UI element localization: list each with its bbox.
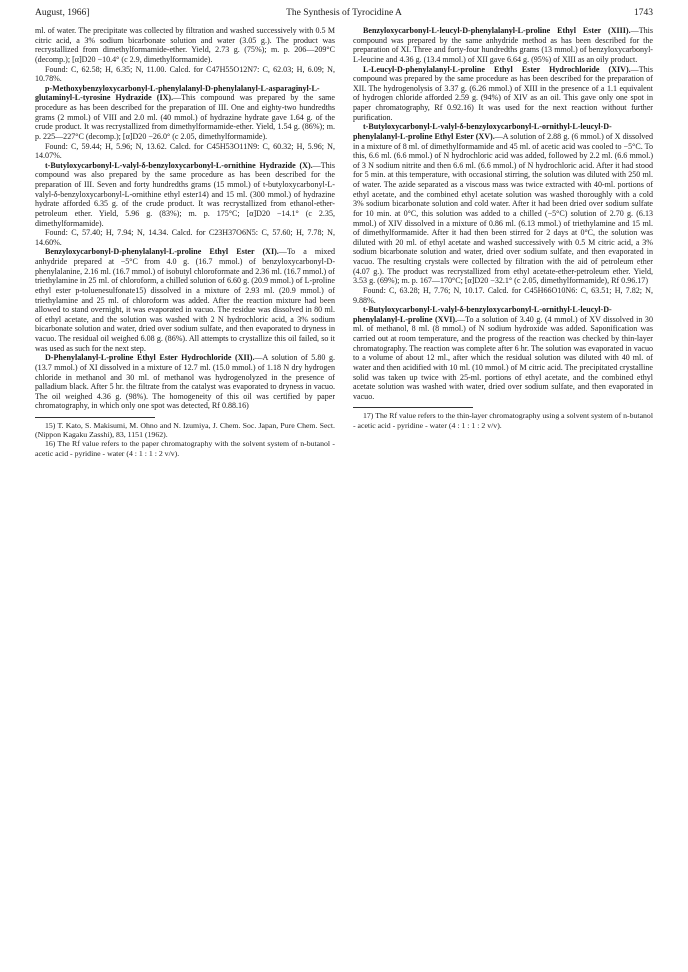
paragraph — [35, 228, 335, 247]
left-column — [35, 26, 335, 458]
section-paragraph — [35, 161, 335, 228]
left-footnotes — [35, 421, 335, 458]
paragraph-text: —This compound was prepared by the same procedure as has been described for the preparation of III. One and eighty-two hundredths grams (2 mmol.) of VIII and 2.0 ml. (40 mmol.) of hydrazine hydrate gave 1.64 g. of the crude product. It was recrystallized from dimethylformamide-ether. Yield, 1.54 g. (86%); m. p. 225—227°C (decomp.); [α]D20 −26.0° (c 2.05, dimethylformamide). — [35, 93, 335, 141]
header-title: The Synthesis of Tyrocidine A — [286, 8, 402, 18]
right-column-body — [353, 26, 653, 401]
section-paragraph — [353, 65, 653, 123]
paragraph — [353, 286, 653, 305]
compound-heading: D-Phenylalanyl-L-proline Ethyl Ester Hydrochloride (XII). — [45, 353, 255, 363]
footnote: 17) The Rf value refers to the thin-layer chromatography using a solvent system of n-butanol - acetic acid - pyridine - water (4 : 1 : 1 : 2 v/v). — [353, 411, 653, 430]
compound-heading: t-Butyloxycarbonyl-L-valyl-δ-benzyloxycarbonyl-L-ornithyl-L-leucyl-D-phenylalanyl-L-proline Ethyl Ester (XV). — [353, 122, 612, 141]
paragraph — [35, 65, 335, 84]
compound-heading: Benzyloxycarbonyl-D-phenylalanyl-L-proline Ethyl Ester (XI). — [45, 247, 279, 257]
footnote-rule — [353, 407, 473, 408]
paragraph-text: Found: C, 57.40; H, 7.94; N, 14.34. Calcd. for C23H37O6N5: C, 57.60; H, 7.78; N, 14.60%. — [35, 228, 335, 247]
paragraph-text: —This compound was prepared by the same anhydride method as has been described for the preparation of XI. Three and forty-four hundredths grams (13 mmol.) of benzyloxycarbonyl-L-leucine and 4.36 g. (13.4 mmol.) of XII gave 6.64 g. (95%) of XIII as an oily product. — [353, 26, 653, 64]
section-paragraph — [35, 247, 335, 353]
paragraph-text: —To a solution of 3.40 g. (4 mmol.) of XV dissolved in 30 ml. of methanol, 8 ml. (8 mmol.) of N sodium hydroxide was added. Saponification was carried out at room temperature, and the progress of the reaction was checked by thin-layer chromatography. The reaction was complete after 6 hr. The solution was evaporated in vacuo to a volume of about 12 ml., after which the residual solution was diluted with 40 ml. of water and then acidified with 10 ml. (10 mmol.) of M citric acid. The precipitated crystalline solid was taken up twice with 25-ml. portions of ethyl acetate, and the combined ethyl acetate solution was washed with water, dried over sodium sulfate, and then evaporated in vacuo. — [353, 314, 653, 401]
paragraph-text: Found: C, 63.28; H, 7.76; N, 10.17. Calcd. for C45H66O10N6: C, 63.51; H, 7.82; N, 9.88%. — [353, 285, 653, 305]
header-date: August, 1966] — [35, 8, 90, 18]
footnote-rule — [35, 417, 155, 418]
paragraph-text: Found: C, 62.58; H, 6.35; N, 11.00. Calcd. for C47H55O12N7: C, 62.03; H, 6.09; N, 10.78%. — [35, 64, 335, 84]
footnote: 16) The Rf value refers to the paper chromatography with the solvent system of n-butanol - acetic acid - pyridine - water (4 : 1 : 1 : 2 v/v). — [35, 439, 335, 458]
section-paragraph — [35, 84, 335, 142]
compound-heading: Benzyloxycarbonyl-L-leucyl-D-phenylalanyl-L-proline Ethyl Ester (XIII). — [363, 26, 631, 35]
page-number: 1743 — [634, 8, 653, 18]
paragraph — [35, 142, 335, 161]
compound-heading: L-Leucyl-D-phenylalanyl-L-proline Ethyl Ester Hydrochloride (XIV). — [363, 64, 631, 74]
footnote: 15) T. Kato, S. Makisumi, M. Ohno and N. Izumiya, J. Chem. Soc. Japan, Pure Chem. Sect. (Nippon Kagaku Zasshi), 83, 1151 (1962). — [35, 421, 335, 440]
compound-heading: p-Methoxybenzyloxycarbonyl-L-phenylalanyl-D-phenylalanyl-L-asparaginyl-L-glutaminyl-L-tyrosine Hydrazide (IX). — [35, 83, 320, 103]
paragraph — [35, 26, 335, 65]
right-column — [353, 26, 653, 430]
section-paragraph — [353, 26, 653, 65]
paragraph-text: —A solution of 5.80 g. (13.7 mmol.) of XI dissolved in a mixture of 12.7 ml. (15.0 mmol.) of 1.18 N dry hydrogen chloride in methanol and 30 ml. of methanol was hydrogenolyzed in the presence of palladium black. After 5 hr. the filtrate from the catalyst was evaporated to dryness in vacuo. The oil weighed 4.36 g. (98%). The homogeneity of this oil was certified by paper chromatography, in which only one spot was detected, Rf 0.88.16) — [35, 353, 335, 411]
paragraph-text: Found: C, 59.44; H, 5.96; N, 13.62. Calcd. for C45H53O11N9: C, 60.32; H, 5.96; N, 14.07%. — [35, 141, 335, 161]
section-paragraph — [353, 122, 653, 286]
paragraph-text: —This compound was also prepared by the same procedure as has been described for the preparation of III. Seven and forty hundredths grams (15 mmol.) of t-butyloxycarbonyl-L-valyl-δ-benzyloxycarbonyl-L-ornithine ethyl ester14) and 15 ml. (300 mmol.) of hydrazine hydrate afforded 6.35 g. of the crude product. It was recrystallized from ethanol-ether-petroleum ether. Yield, 5.96 g. (83%); m. p. 175°C; [α]D20 −14.1° (c 2.35, dimethylformamide). — [35, 160, 335, 228]
right-footnotes — [353, 411, 653, 429]
running-header — [35, 8, 653, 22]
paragraph-text: —This compound was prepared by the same procedure as has been described for the preparation of XII. The hydrogenolysis of 3.37 g. (6.26 mmol.) of XIII in the presence of a 1.1 equivalent of hydrogen chloride afforded 2.59 g. (94%) of XIV as an oil. This gave only one spot in paper chromatography, Rf 0.92.16) It was used for the next reaction without further purification. — [353, 64, 653, 122]
section-paragraph — [35, 353, 335, 411]
section-paragraph — [353, 305, 653, 401]
paragraph-text: —To a mixed anhydride prepared at −5°C from 4.0 g. (16.7 mmol.) of benzyloxycarbonyl-D-phenylalanine, 2.16 ml. (16.7 mmol.) of isobutyl chloroformate and 2.36 ml. (16.7 mmol.) of triethylamine in 25 ml. of chloroform, a chilled solution of 6.60 g. (20.9 mmol.) of L-proline ethyl ester p-toluenesulfonate15) dissolved in a mixture of 2.93 ml. (20.9 mmol.) of triethylamine and 25 ml. of chloroform was added. After the reaction mixture had been allowed to stand overnight, it was evaporated in vacuo. The residue was dissolved in 80 ml. of ethyl acetate, and the solution was washed with 2 N hydrochloric acid, a 3% sodium bicarbonate solution and water, dried over sodium sulfate, and then evaporated to dryness in vacuo. The residual oil weighed 6.08 g. (86%). All attempts to crystallize this oil failed, so it was used as such for the next step. — [35, 247, 336, 353]
paragraph-text: ml. of water. The precipitate was collected by filtration and washed successively with 0.5 M citric acid, a 3% sodium bicarbonate solution and water (3.05 g.). The product was recrystallized from dimethylformamide-ether. Yield, 2.73 g. (75%); m. p. 206—209°C (decomp.); [α]D20 −10.4° (c 2.9, dimethylformamide). — [35, 26, 335, 64]
compound-heading: t-Butyloxycarbonyl-L-valyl-δ-benzyloxycarbonyl-L-ornithine Hydrazide (X). — [45, 160, 313, 170]
compound-heading: t-Butyloxycarbonyl-L-valyl-δ-benzyloxycarbonyl-L-ornithyl-L-leucyl-D-phenylalanyl-L-proline (XVI). — [353, 305, 612, 324]
left-column-body — [35, 26, 335, 411]
paragraph-text: —A solution of 2.88 g. (6 mmol.) of X dissolved in a mixture of 8 ml. of dimethylformamide and 45 ml. of acetic acid was cooled to −5°C. To this, 6.6 ml. (6.6 mmol.) of N hydrochloric acid was added, followed by 2.2 ml. (6.6 mmol.) of 3 N sodium nitrite and then 6.6 ml. (6.6 mmol.) of N hydrochloric acid. After it had stood for 5 min. at this temperature, with occasional stirring, the solution was diluted with 250 ml. of water. The azide separated as a viscous mass was twice extracted with 40-ml. portions of ethyl acetate, and the combined ethyl acetate solution was washed thoroughly with a cold 3% sodium bicarbonate solution and cold water. After it had been dried over sodium sulfate for 10 min. at 0°C, this solution was added to a chilled (−5°C) solution of 2.70 g. (6.13 mmol.) of XIV dissolved in a mixture of 0.86 ml. (6.13 mmol.) of triethylamine and 15 ml. of dimethylformamide. After it had then been stirred for 2 days at 0°C, the solution was diluted with 20 ml. of ethyl acetate and washed successively with 0.5 M citric acid, a 3% sodium bicarbonate solution and water, dried over sodium sulfate, and then evaporated in vacuo. The resulting crystals were collected by filtration with the aid of petroleum ether (4.07 g.). The product was recrystallized from ethyl acetate-ether-petroleum ether. Yield, 3.53 g. (69%); m. p. 167—170°C; [α]D20 −32.1° (c 2.05, dimethylformamide), Rf 0.96.17) — [353, 131, 653, 286]
